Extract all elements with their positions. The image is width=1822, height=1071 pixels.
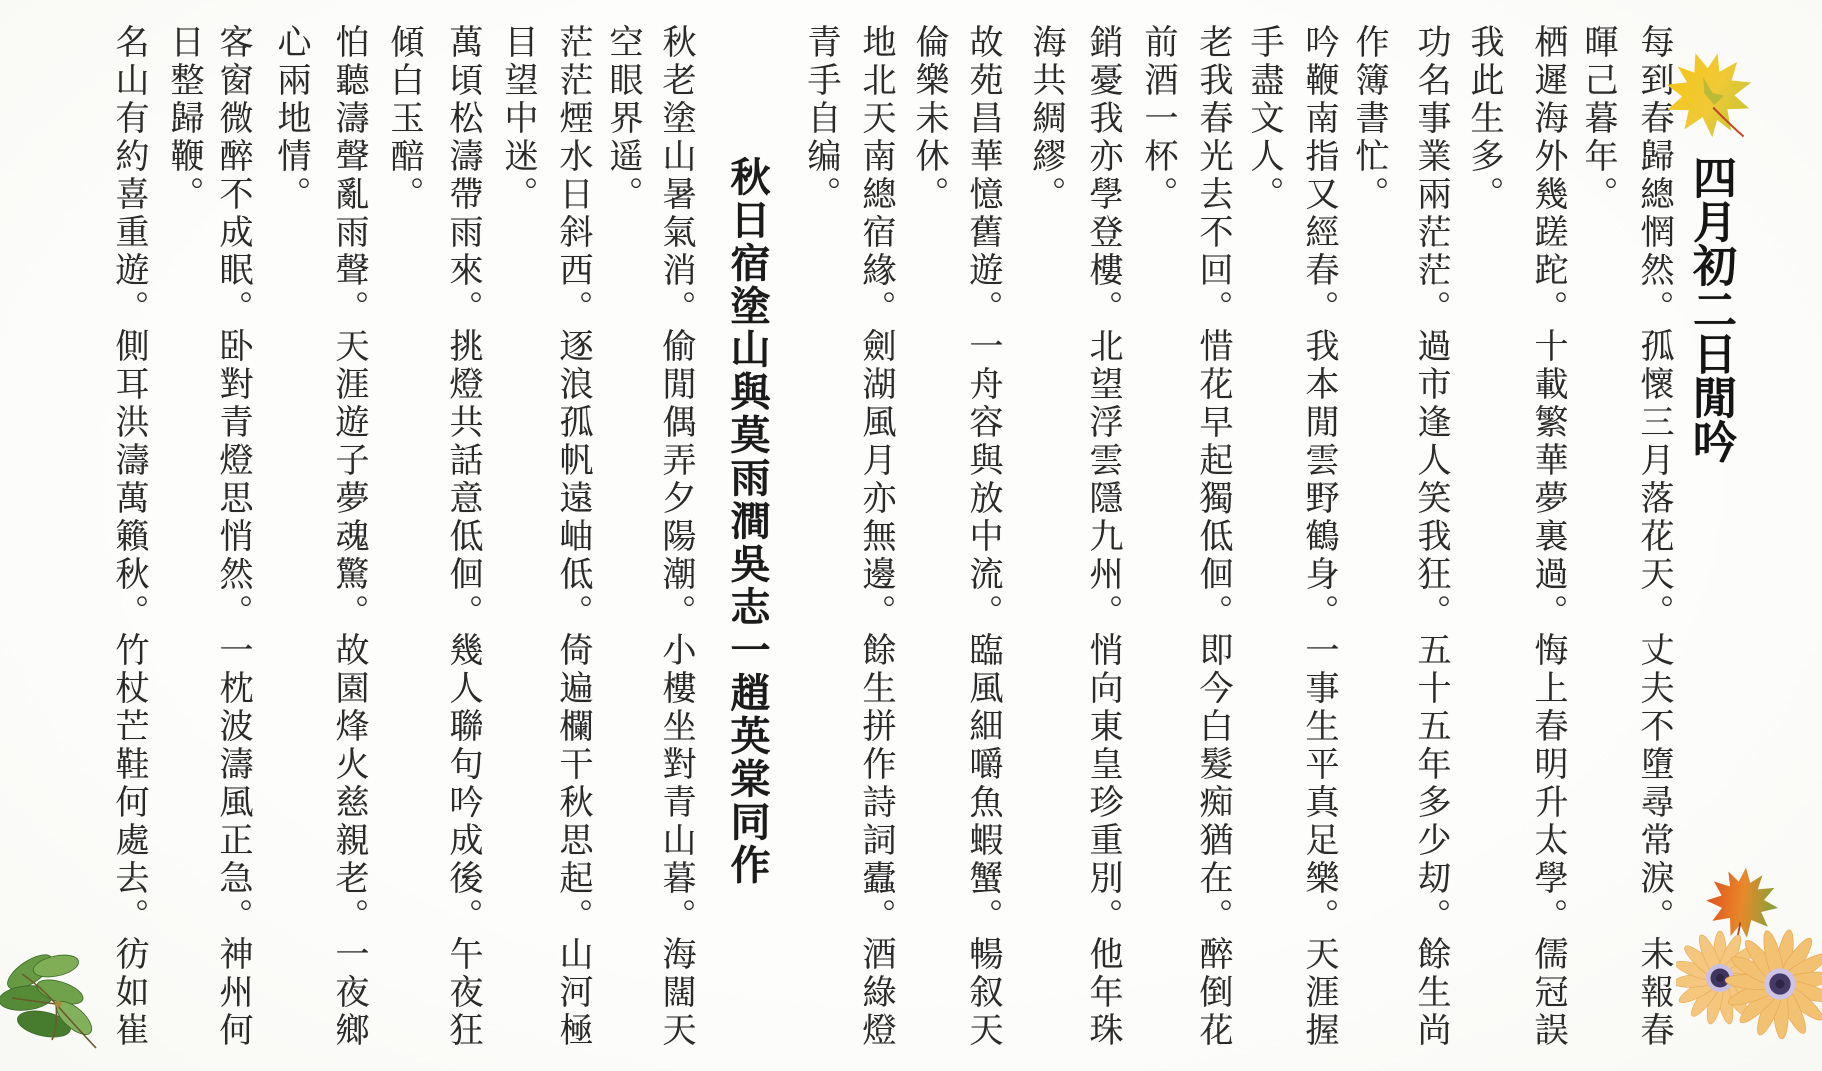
poem-column: 客窗微醉不成眠。卧對青燈思悄然。一枕波濤風正急。神州何 bbox=[214, 24, 251, 1050]
poem-column: 地北天南總宿緣。劍湖風月亦無邊。餘生拼作詩詞蠹。酒綠燈 bbox=[857, 24, 894, 1050]
poem-column: 秋老塗山暑氣消。偷閒偶弄夕陽潮。小樓坐對青山暮。海闊天 bbox=[657, 24, 694, 1050]
poem-continuation-column: 傾白玉醅。 bbox=[385, 24, 422, 214]
poem-column: 銷憂我亦學登樓。北望浮雲隱九州。悄向東皇珍重別。他年珠 bbox=[1084, 24, 1121, 1050]
poem-column: 萬頃松濤帶雨來。挑燈共話意低佪。幾人聯句吟成後。午夜狂 bbox=[444, 24, 481, 1050]
poem-column: 名山有約喜重遊。側耳洪濤萬籟秋。竹杖芒鞋何處去。彷如崔 bbox=[110, 24, 147, 1050]
poem-continuation-column: 心兩地情。 bbox=[272, 24, 309, 214]
poem-column: 怕聽濤聲亂雨聲。天涯遊子夢魂驚。故園烽火慈親老。一夜鄉 bbox=[330, 24, 367, 1050]
poem-continuation-column: 倫樂未休。 bbox=[910, 24, 947, 214]
poem-column: 每到春歸總惘然。孤懷三月落花天。丈夫不墮尋常淚。未報春 bbox=[1635, 24, 1672, 1050]
poem-column: 栖遲海外幾蹉跎。十載繁華夢裏過。悔上春明升太學。儒冠誤 bbox=[1529, 24, 1566, 1050]
poem-column: 功名事業兩茫茫。過市逢人笑我狂。五十五年多少刧。餘生尚 bbox=[1412, 24, 1449, 1050]
poem-continuation-column: 手盡文人。 bbox=[1245, 24, 1282, 214]
poem-column: 老我春光去不回。惜花早起獨低佪。即今白髮痴猶在。醉倒花 bbox=[1194, 24, 1231, 1050]
yellow-maple-leaf-image bbox=[1660, 48, 1760, 148]
poem-continuation-column: 暉己暮年。 bbox=[1579, 24, 1616, 214]
poem-continuation-column: 青手自编。 bbox=[802, 24, 839, 214]
poem-continuation-column: 前酒一杯。 bbox=[1139, 24, 1176, 214]
poem-continuation-column: 目望中迷。 bbox=[499, 24, 536, 214]
poem-continuation-column: 海共綢繆。 bbox=[1027, 24, 1064, 214]
daisy-flowers-image bbox=[1676, 918, 1822, 1044]
poem-continuation-column: 日整歸鞭。 bbox=[165, 24, 202, 214]
poem-column: 茫茫煙水日斜西。逐浪孤帆遠岫低。倚遍欄干秋思起。山河極 bbox=[554, 24, 591, 1050]
poem-subtitle: 秋日宿塗山與莫雨澗吳志一趙英棠同作 bbox=[725, 156, 770, 887]
bay-leaf-sprig-image bbox=[0, 936, 106, 1068]
poem-continuation-column: 我此生多。 bbox=[1465, 24, 1502, 214]
poem-continuation-column: 作簿書忙。 bbox=[1350, 24, 1387, 214]
poem-column: 吟鞭南指又經春。我本閒雲野鶴身。一事生平真足樂。天涯握 bbox=[1300, 24, 1337, 1050]
poem-title: 四月初二日閒吟 bbox=[1686, 155, 1735, 463]
poem-continuation-column: 空眼界遥。 bbox=[604, 24, 641, 214]
poem-column: 故苑昌華憶舊遊。一舟容與放中流。臨風細嚼魚蝦蟹。暢叙天 bbox=[964, 24, 1001, 1050]
